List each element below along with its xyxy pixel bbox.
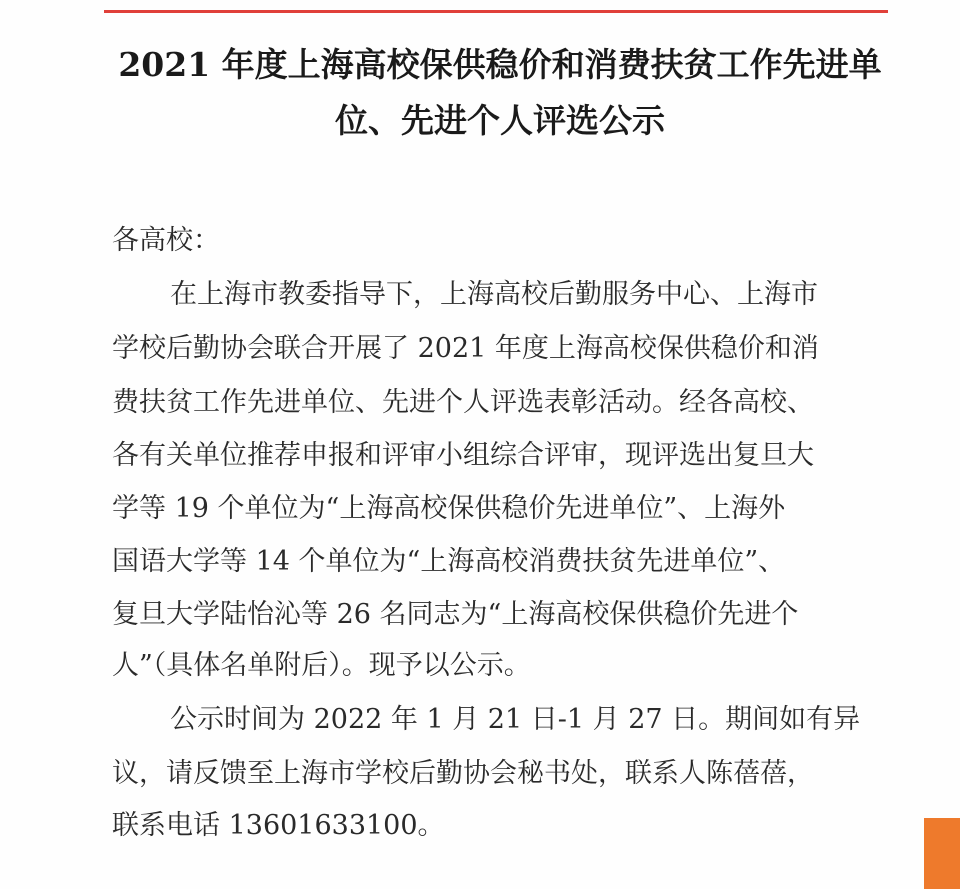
document-title-line-1: 2021 年度上海高校保供稳价和消费扶贫工作先进单 [118,45,882,84]
paragraph-2-line-1: 公示时间为 2022 年 1 月 21 日-1 月 27 日。期间如有异 [170,704,861,735]
paragraph-1-line-6: 国语大学等 14 个单位为“上海高校消费扶贫先进单位”、 [112,546,786,577]
paragraph-1-line-2: 学校后勤协会联合开展了 2021 年度上海高校保供稳价和消 [112,333,819,364]
paragraph-1-line-1: 在上海市教委指导下，上海高校后勤服务中心、上海市 [170,279,818,310]
paragraph-1-line-5: 学等 19 个单位为“上海高校保供稳价先进单位”、上海外 [112,493,786,524]
paragraph-1-line-7: 复旦大学陆怡沁等 26 名同志为“上海高校保供稳价先进个 [112,599,799,630]
paragraph-1-line-3: 费扶贫工作先进单位、先进个人评选表彰活动。经各高校、 [112,387,814,418]
salutation: 各高校： [112,225,220,256]
orange-edge-tab [924,818,960,889]
paragraph-2-line-2: 议，请反馈至上海市学校后勤协会秘书处，联系人陈蓓蓓， [112,758,814,789]
document-title-line-2: 位、先进个人评选公示 [335,101,665,140]
header-red-rule [104,10,888,13]
paragraph-1-line-8: 人”（具体名单附后）。现予以公示。 [112,650,531,681]
paragraph-2-line-3: 联系电话 13601633100。 [112,810,445,841]
paragraph-1-line-4: 各有关单位推荐申报和评审小组综合评审，现评选出复旦大 [112,440,814,471]
